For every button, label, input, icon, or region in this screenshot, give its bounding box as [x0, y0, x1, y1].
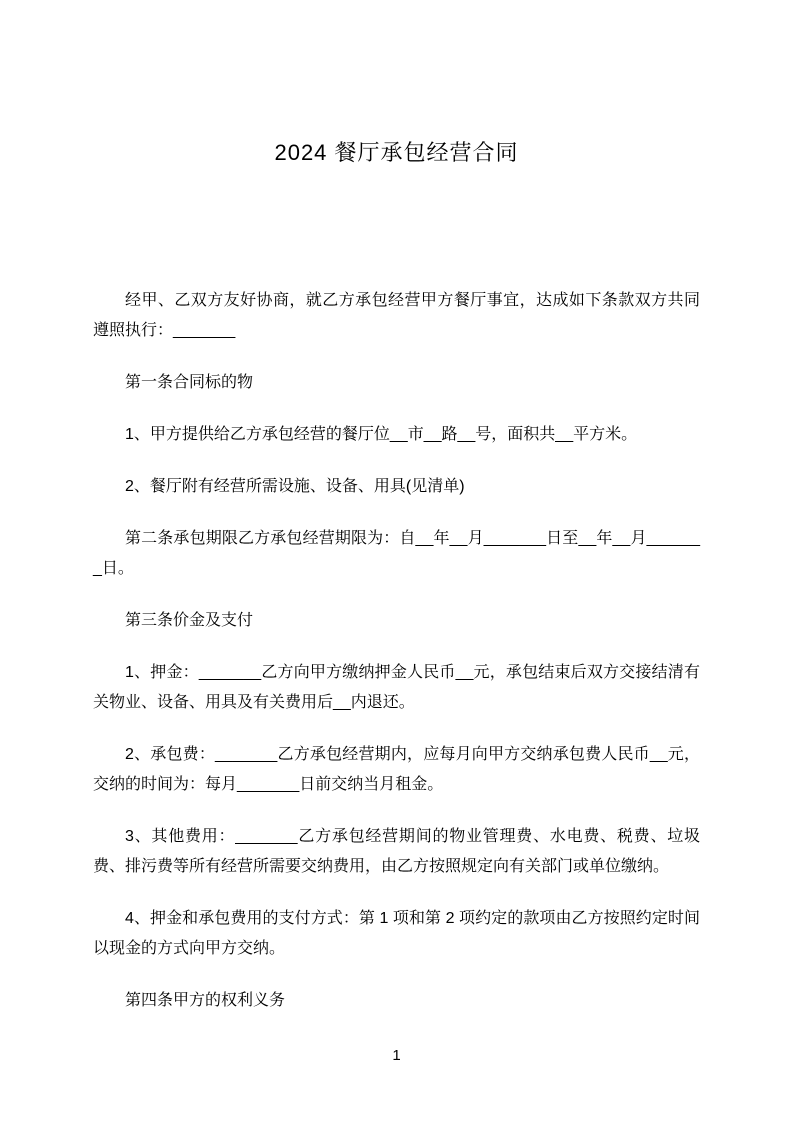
article-1-item-1: 1、甲方提供给乙方承包经营的餐厅位__市__路__号，面积共__平方米。	[125, 426, 638, 443]
article-3-heading: 第三条价金及支付	[125, 612, 254, 629]
intro-paragraph: 经甲、乙双方友好协商，就乙方承包经营甲方餐厅事宜，达成如下条款双方共同遵照执行：_______	[93, 292, 700, 339]
article-1-item-2: 2、餐厅附有经营所需设施、设备、用具(见清单)	[125, 478, 465, 495]
document-title-text: 2024 餐厅承包经营合同	[274, 140, 519, 165]
article-3-item-3: 3、其他费用：_______乙方承包经营期间的物业管理费、水电费、税费、垃圾费、排污费等所有经营所需要交纳费用，由乙方按照规定向有关部门或单位缴纳。	[93, 828, 700, 875]
article-4-heading: 第四条甲方的权利义务	[125, 992, 286, 1009]
document-title	[93, 136, 700, 170]
article-3-item-2: 2、承包费：_______乙方承包经营期内，应每月向甲方交纳承包费人民币__元，交纳的时间为：每月_______日前交纳当月租金。	[93, 746, 700, 793]
article-3-item-4: 4、押金和承包费用的支付方式：第 1 项和第 2 项约定的款项由乙方按照约定时间以现金的方式向甲方交纳。	[93, 910, 700, 957]
article-1-heading: 第一条合同标的物	[125, 374, 254, 391]
article-2-paragraph: 第二条承包期限乙方承包经营期限为：自__年__月_______日至__年__月_______日。	[93, 530, 700, 577]
page-number: 1	[392, 1047, 401, 1064]
article-3-item-1: 1、押金：_______乙方向甲方缴纳押金人民币__元，承包结束后双方交接结清有关物业、设备、用具及有关费用后__内退还。	[93, 664, 700, 711]
page-footer	[0, 1046, 793, 1066]
